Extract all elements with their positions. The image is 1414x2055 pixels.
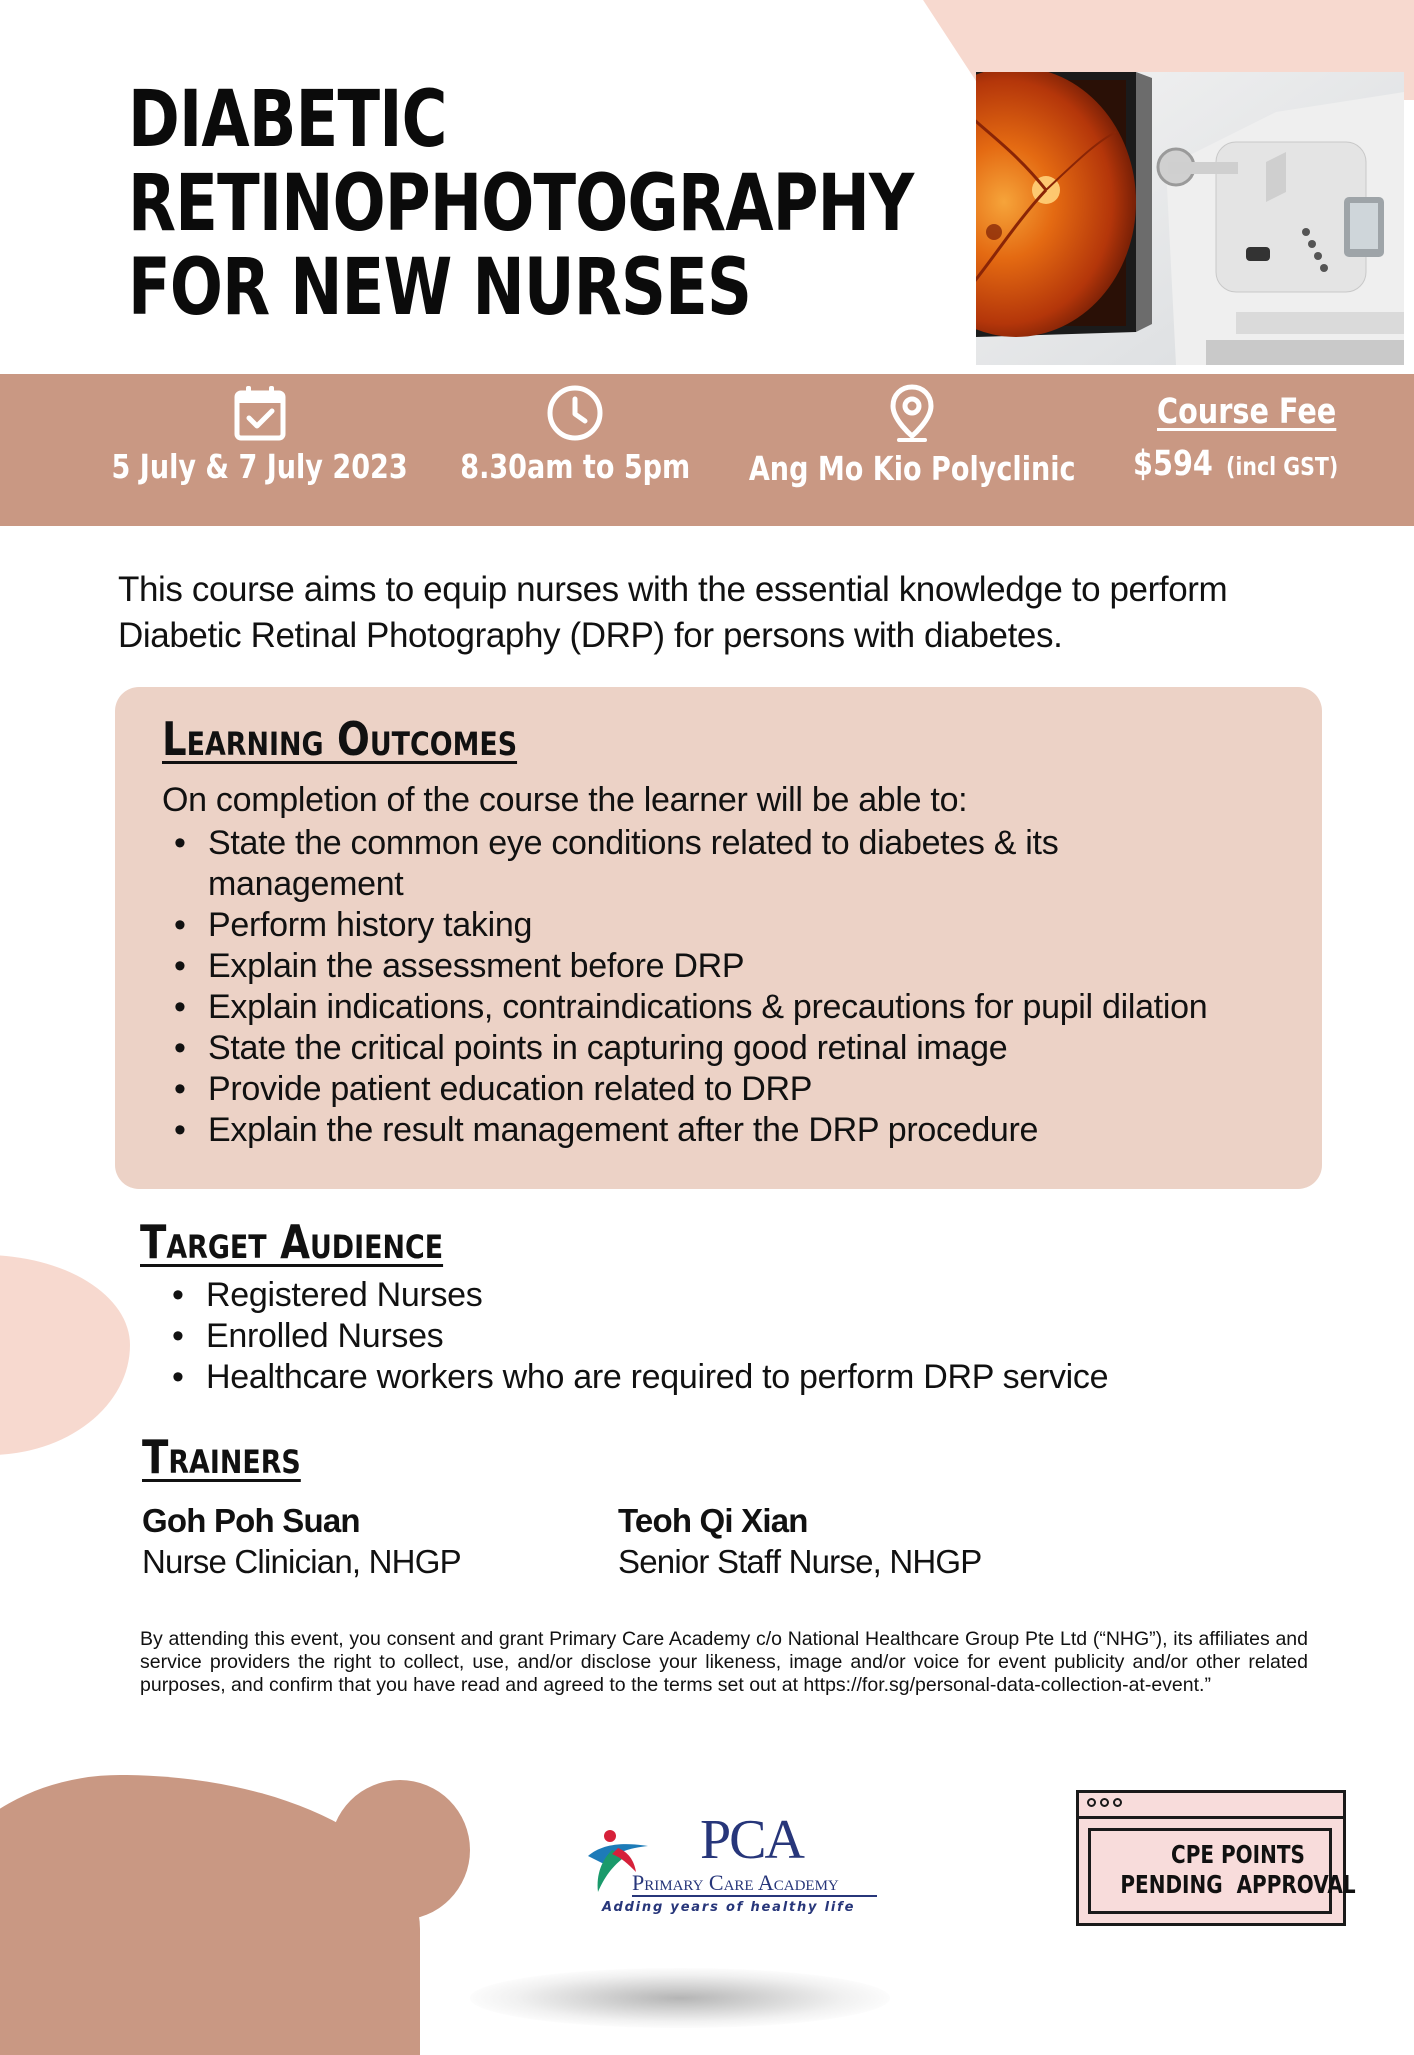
decorative-blob-bottom-left-round xyxy=(330,1780,470,1920)
course-time-text: 8.30am to 5pm xyxy=(460,447,690,486)
calendar-icon xyxy=(234,384,286,442)
cpe-text-frame xyxy=(1088,1828,1356,1914)
list-item: • Explain the result management after the DRP procedure xyxy=(162,1110,1302,1151)
pca-full-name: Primary Care Academy xyxy=(632,1870,839,1895)
trainer-name: Teoh Qi Xian xyxy=(618,1502,808,1539)
cpe-window-bar xyxy=(1079,1793,1343,1819)
course-title-line-3: FOR NEW NURSES xyxy=(128,243,752,333)
pca-logo xyxy=(582,1808,882,1918)
course-title-line-1: DIABETIC xyxy=(128,75,447,165)
list-item: • Perform history taking xyxy=(162,905,1302,946)
pca-divider xyxy=(632,1895,877,1897)
course-venue-text: Ang Mo Kio Polyclinic xyxy=(748,449,1076,488)
decorative-blob-mid-left xyxy=(0,1255,130,1455)
window-dots-icon xyxy=(1087,1798,1122,1807)
course-title-line-2: RETINOPHOTOGRAPHY xyxy=(128,159,914,249)
list-item: • Registered Nurses xyxy=(160,1275,1310,1316)
trainer-card xyxy=(618,1500,1118,1582)
list-item: • Explain the assessment before DRP xyxy=(162,946,1302,987)
course-description: This course aims to equip nurses with the essential knowledge to perform Diabetic Retinal Photography (DRP) for persons with diabetes. xyxy=(118,570,1228,655)
cpe-points-badge xyxy=(1076,1790,1356,1926)
course-date-text: 5 July & 7 July 2023 xyxy=(111,447,409,486)
trainer-name: Goh Poh Suan xyxy=(142,1502,360,1539)
trainers-heading: Trainers xyxy=(142,1430,301,1484)
location-pin-icon xyxy=(889,384,935,444)
course-fee-amount: $594 xyxy=(1133,444,1213,484)
pca-acronym: PCA xyxy=(700,1809,803,1871)
trainer-role: Nurse Clinician, NHGP xyxy=(142,1543,461,1580)
learning-outcomes-heading: Learning Outcomes xyxy=(162,712,518,766)
learning-outcomes-intro: On completion of the course the learner will be able to: xyxy=(162,781,968,819)
list-item: • Explain indications, contraindications & precautions for pupil dilation xyxy=(162,987,1302,1028)
course-fee xyxy=(1040,392,1414,484)
course-info-band xyxy=(0,374,1414,526)
list-item: • State the common eye conditions related to diabetes & its management xyxy=(162,823,1208,905)
list-item: • Enrolled Nurses xyxy=(160,1316,1310,1357)
trainer-card xyxy=(142,1500,562,1582)
pca-tagline: Adding years of healthy life xyxy=(602,1900,856,1915)
cpe-line-2: PENDING APPROVAL xyxy=(1120,1870,1356,1899)
consent-notice: By attending this event, you consent and grant Primary Care Academy c/o National Healthcare Group Pte Ltd (“NHG”), its affiliates and service providers the right to collect, use, and/or disclose your likeness, image and/or voice for event publicity and/or other related purposes, and confirm that you have read and agreed to the terms set out at https://for.sg/personal-data-collection-at-event.” xyxy=(140,1628,1308,1696)
list-item: • Healthcare workers who are required to perform DRP service xyxy=(160,1357,1310,1398)
list-item: • State the critical points in capturing good retinal image xyxy=(162,1028,1302,1069)
trainer-role: Senior Staff Nurse, NHGP xyxy=(618,1543,982,1580)
decorative-shadow xyxy=(470,1968,890,2028)
course-fee-label: Course Fee xyxy=(1157,392,1337,432)
target-audience-heading: Target Audience xyxy=(140,1215,444,1269)
retina-camera-photo xyxy=(976,72,1404,365)
cpe-line-1: CPE POINTS xyxy=(1171,1840,1305,1869)
list-item: • Provide patient education related to DRP xyxy=(162,1069,1302,1110)
target-audience-list xyxy=(160,1275,1310,1398)
learning-outcomes-list xyxy=(162,823,1302,1151)
clock-icon xyxy=(546,384,604,442)
course-title xyxy=(128,75,914,333)
course-fee-note: (incl GST) xyxy=(1226,452,1339,481)
retina-camera-illustration xyxy=(976,72,1404,365)
